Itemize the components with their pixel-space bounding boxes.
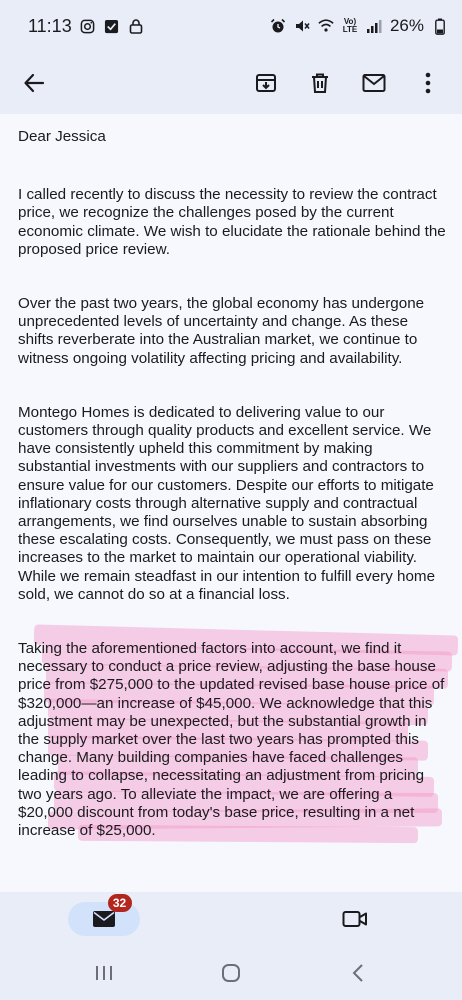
archive-icon — [255, 72, 277, 94]
alarm-icon — [270, 18, 286, 34]
more-vert-icon — [425, 72, 431, 94]
nav-meet-tab[interactable] — [335, 899, 375, 939]
network-label: Vo) LTE — [342, 17, 358, 34]
mail-icon — [92, 910, 116, 928]
mail-unread-badge: 32 — [108, 894, 132, 912]
email-paragraph-3: Montego Homes is dedicated to delivering value to our customers through quality products and excellent service. We have consistently upheld this commitment by making substantial investments with our suppliers and contractors to ensure value for our customers. Despite our efforts to mitigate inflationary costs through alternative supply and contractual arrangements, we find ourselves unable to sustain absorbing these escalating costs. Consequently, we must pass on these increases to the market to maintain our operational viability. While we remain steadfast in our intention to fulfill every home sold, we cannot do so at a financial loss. — [18, 403, 436, 603]
wifi-icon — [318, 18, 334, 34]
status-right — [270, 16, 448, 36]
email-greeting: Dear Jessica — [18, 128, 106, 145]
system-navigation-bar — [0, 946, 462, 1000]
status-left — [28, 16, 144, 37]
recent-apps-icon — [94, 964, 114, 982]
system-back-button[interactable] — [338, 953, 378, 993]
email-paragraph-1: I called recently to discuss the necessity to review the contract price, we recognize the challenges posed by the current economic climate. We wish to elucidate the rationale behind the proposed price review. — [18, 186, 446, 258]
chevron-left-icon — [351, 963, 365, 983]
instagram-icon — [80, 18, 96, 34]
arrow-back-icon — [23, 72, 45, 94]
signal-icon — [366, 18, 382, 34]
email-body[interactable] — [0, 114, 462, 892]
checkbox-notification-icon — [104, 18, 120, 34]
trash-icon — [309, 72, 331, 94]
envelope-icon — [362, 73, 386, 93]
email-toolbar — [0, 52, 462, 114]
delete-button[interactable] — [302, 65, 338, 101]
archive-button[interactable] — [248, 65, 284, 101]
home-icon — [221, 963, 241, 983]
lock-icon — [128, 18, 144, 34]
video-icon — [342, 909, 368, 929]
bottom-navigation — [0, 892, 462, 946]
battery-icon — [432, 18, 448, 34]
mute-icon — [294, 18, 310, 34]
highlighted-paragraph-wrap — [18, 640, 446, 840]
email-paragraph-4: Taking the aforementioned factors into account, we find it necessary to conduct a price review, adjusting the base house price from $275,000 to the updated revised base house price of $320,000—an increase of $45,000. We acknowledge that this adjustment may be unexpected, but the substantial growth in the supply market over the last two years has prompted this change. Many building companies have faced challenges leading to collapse, necessitating an adjustment from pricing two years ago. To alleviate the impact, we are offering a $20,000 discount from today's base price, resulting in a net increase of $25,000. — [18, 640, 445, 840]
mark-unread-button[interactable] — [356, 65, 392, 101]
more-options-button[interactable] — [410, 65, 446, 101]
email-paragraph-2: Over the past two years, the global economy has undergone unprecedented levels of uncertainty and change. As these shifts reverberate into the Australian market, we continue to witness ongoing volatility affecting pricing and availability. — [18, 295, 425, 367]
status-bar — [0, 0, 462, 52]
home-button[interactable] — [211, 953, 251, 993]
back-button[interactable] — [16, 65, 52, 101]
status-time: 11:13 — [28, 15, 72, 36]
recent-apps-button[interactable] — [84, 953, 124, 993]
battery-percent: 26% — [389, 16, 424, 35]
nav-mail-tab[interactable] — [68, 896, 140, 936]
